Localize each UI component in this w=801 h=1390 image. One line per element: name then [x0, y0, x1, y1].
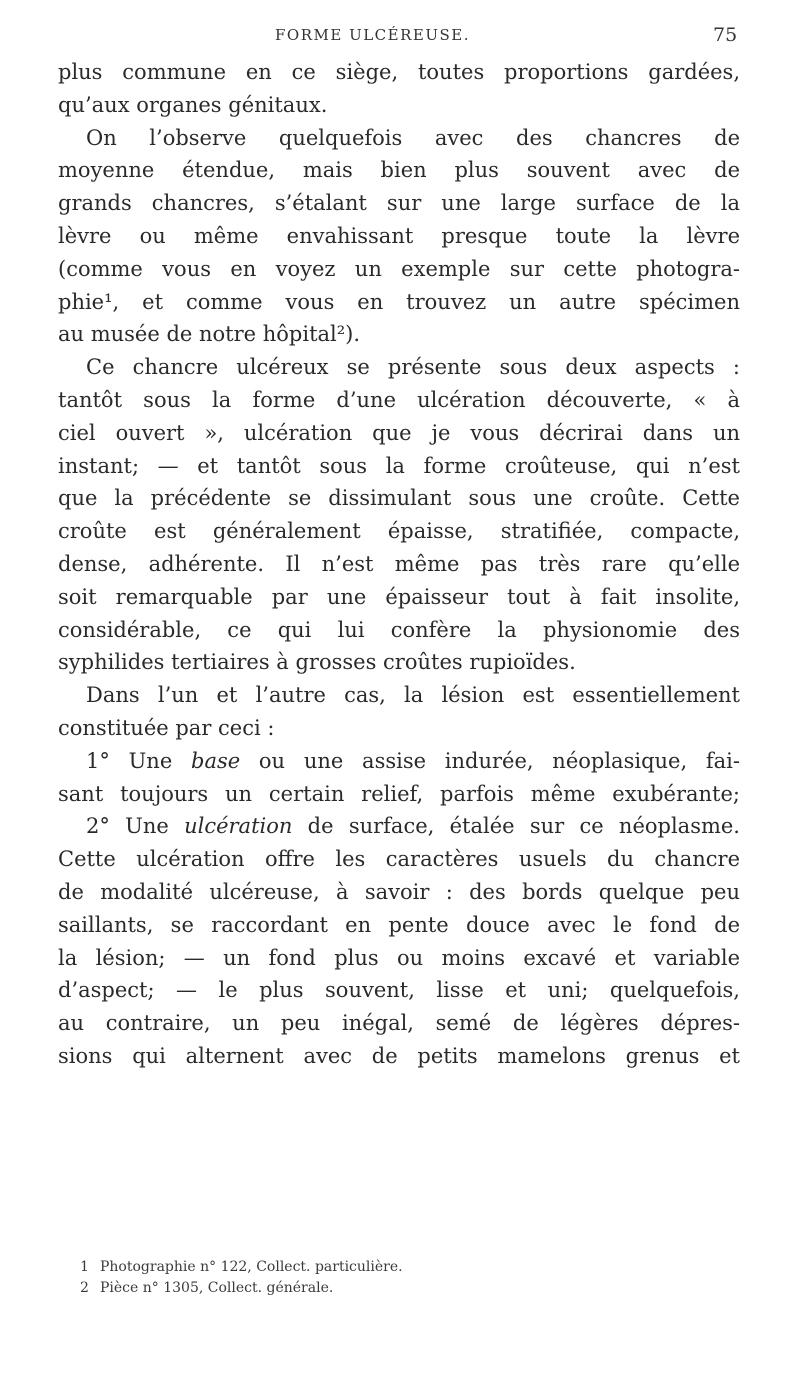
text-line: (comme vous en voyez un exemple sur cette photogra-	[58, 256, 740, 281]
text-line: dense, adhérente. Il n’est même pas très rare qu’elle	[58, 551, 740, 576]
text-line: la lésion; — un fond plus ou moins excavé et variable	[58, 945, 740, 970]
running-head	[0, 26, 801, 48]
text-line: phie¹, et comme vous en trouvez un autre spécimen	[58, 289, 740, 314]
text-line: saillants, se raccordant en pente douce avec le fond de	[58, 912, 740, 937]
text-line: plus commune en ce siège, toutes proportions gardées,	[58, 60, 740, 84]
footnote-1-number: 1	[80, 1259, 89, 1275]
running-title: FORME ULCÉREUSE.	[275, 26, 470, 44]
list-item-2-rest: de surface, étalée sur ce néoplasme.	[292, 814, 740, 839]
text-line: au musée de notre hôpital²).	[58, 322, 361, 347]
list-item-1-continuation: sant toujours un certain relief, parfois même exubérante;	[58, 781, 740, 806]
text-line: grands chancres, s’étalant sur une large surface de la	[58, 191, 740, 216]
body-text	[58, 56, 740, 1073]
text-line: constituée par ceci :	[58, 715, 275, 740]
text-line: Cette ulcération offre les caractères usuels du chancre	[58, 847, 740, 872]
text-line: d’aspect; — le plus souvent, lisse et uni; quelquefois,	[58, 978, 740, 1003]
list-item-1	[58, 745, 740, 778]
list-item-2-term: ulcération	[184, 814, 293, 839]
text-line: lèvre ou même envahissant presque toute la lèvre	[58, 223, 740, 248]
text-line: On l’observe quelquefois avec des chancres de	[86, 125, 740, 150]
footnote-1-text: Photographie n° 122, Collect. particulière.	[100, 1259, 403, 1275]
text-line: de modalité ulcéreuse, à savoir : des bords quelque peu	[58, 879, 740, 904]
text-line: tantôt sous la forme d’une ulcération découverte, « à	[58, 387, 740, 412]
text-line: croûte est généralement épaisse, stratifiée, compacte,	[58, 519, 740, 544]
text-line: au contraire, un peu inégal, semé de légères dépres-	[58, 1011, 740, 1036]
text-line: ciel ouvert », ulcération que je vous décrirai dans un	[58, 420, 740, 445]
footnote-2-number: 2	[80, 1280, 89, 1296]
text-line: sions qui alternent avec de petits mamelons grenus et	[58, 1043, 740, 1068]
text-line: soit remarquable par une épaisseur tout à fait insolite,	[58, 584, 740, 609]
list-item-1-prefix: 1° Une	[86, 748, 191, 773]
footnotes	[80, 1257, 740, 1299]
text-line: considérable, ce qui lui confère la physionomie des	[58, 617, 740, 642]
list-item-2	[58, 810, 740, 843]
text-line: que la précédente se dissimulant sous une croûte. Cette	[58, 486, 740, 511]
text-line: Ce chancre ulcéreux se présente sous deux aspects :	[86, 355, 740, 380]
text-line: moyenne étendue, mais bien plus souvent avec de	[58, 158, 740, 183]
footnote-1	[80, 1257, 740, 1278]
text-line: instant; — et tantôt sous la forme croûteuse, qui n’est	[58, 453, 740, 478]
text-line: syphilides tertiaires à grosses croûtes rupioïdes.	[58, 650, 576, 675]
footnote-2	[80, 1278, 740, 1299]
page-number: 75	[713, 24, 738, 46]
list-item-1-term: base	[191, 748, 241, 773]
text-line: Dans l’un et l’autre cas, la lésion est essentiellement	[86, 683, 740, 708]
footnote-2-text: Pièce n° 1305, Collect. générale.	[100, 1280, 334, 1296]
text-line: qu’aux organes génitaux.	[58, 92, 328, 117]
list-item-2-prefix: 2° Une	[86, 814, 185, 839]
list-item-1-rest: ou une assise indurée, néoplasique, fai-	[240, 748, 740, 773]
